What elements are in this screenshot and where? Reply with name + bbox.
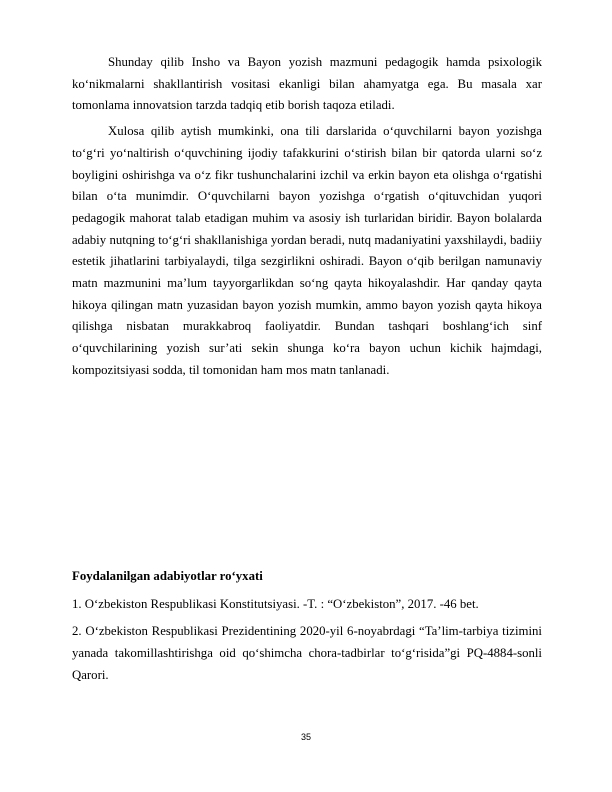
reference-item: 1. O‘zbekiston Respublikasi Konstitutsiyasi. -T. : “O‘zbekiston”, 2017. -46 bet. (72, 596, 479, 611)
paragraph-conclusion: Xulosa qilib aytish mumkinki, ona tili darslarida o‘quvchilarni bayon yozishga to‘g‘ri yo‘naltirish o‘quvchining ijodiy tafakkurini o‘stirish bilan bir qatorda ularni so‘z boyligini oshirishga va o‘z fikr tushunchalarini izchil va erkin bayon eta olishga o‘rgatishi bilan o‘ta munimdir. O‘quvchilarni bayon yozishga o‘rgatish o‘qituvchidan yuqori pedagogik mahorat talab etadigan muhim va asosiy ish turlaridan biridir. Bayon bolalarda adabiy nutqning to‘g‘ri shakllanishiga yordan beradi, nutq madaniyatini yaxshilaydi, badiiy estetik jihatlarini tarbiyalaydi, tilga sezgirlikni oshiradi. Bayon o‘qib berilgan namunaviy matn mazmunini ma’lum tayyorgarlikdan so‘ng qayta hikoyalashdir. Har qanday qayta hikoya qilingan matn yuzasidan bayon yozish mumkin, ammo bayon yozish qayta hikoya qilishga nisbatan murakkabroq faoliyatdir. Bundan tashqari boshlang‘ich sinf o‘quvchilarining yozish sur’ati sekin shunga ko‘ra bayon uchun kichik hajmdagi, kompozitsiyasi sodda, til tomonidan ham mos matn tanlanadi. (72, 124, 542, 377)
reference-item: 2. O‘zbekiston Respublikasi Prezidentining 2020-yil 6-noyabrdagi “Ta’lim-tarbiya tizimini yanada takomillashtirishga oid qo‘shimcha chora-tadbirlar to‘g‘risida”gi PQ-4884-sonli Qarori. (72, 624, 542, 682)
paragraph-summary: Shunday qilib Insho va Bayon yozish mazmuni pedagogik hamda psixologik ko‘nikmalarni shakllantirish vositasi ekanligi bilan ahamyatga ega. Bu masala xar tomonlama innovatsion tarzda tadqiq etib borish taqoza etiladi. (72, 55, 542, 113)
page-number: 35 (300, 732, 311, 742)
references-section (72, 566, 542, 693)
document-body (72, 52, 542, 382)
references-heading: Foydalanilgan adabiyotlar ro‘yxati (72, 569, 263, 583)
